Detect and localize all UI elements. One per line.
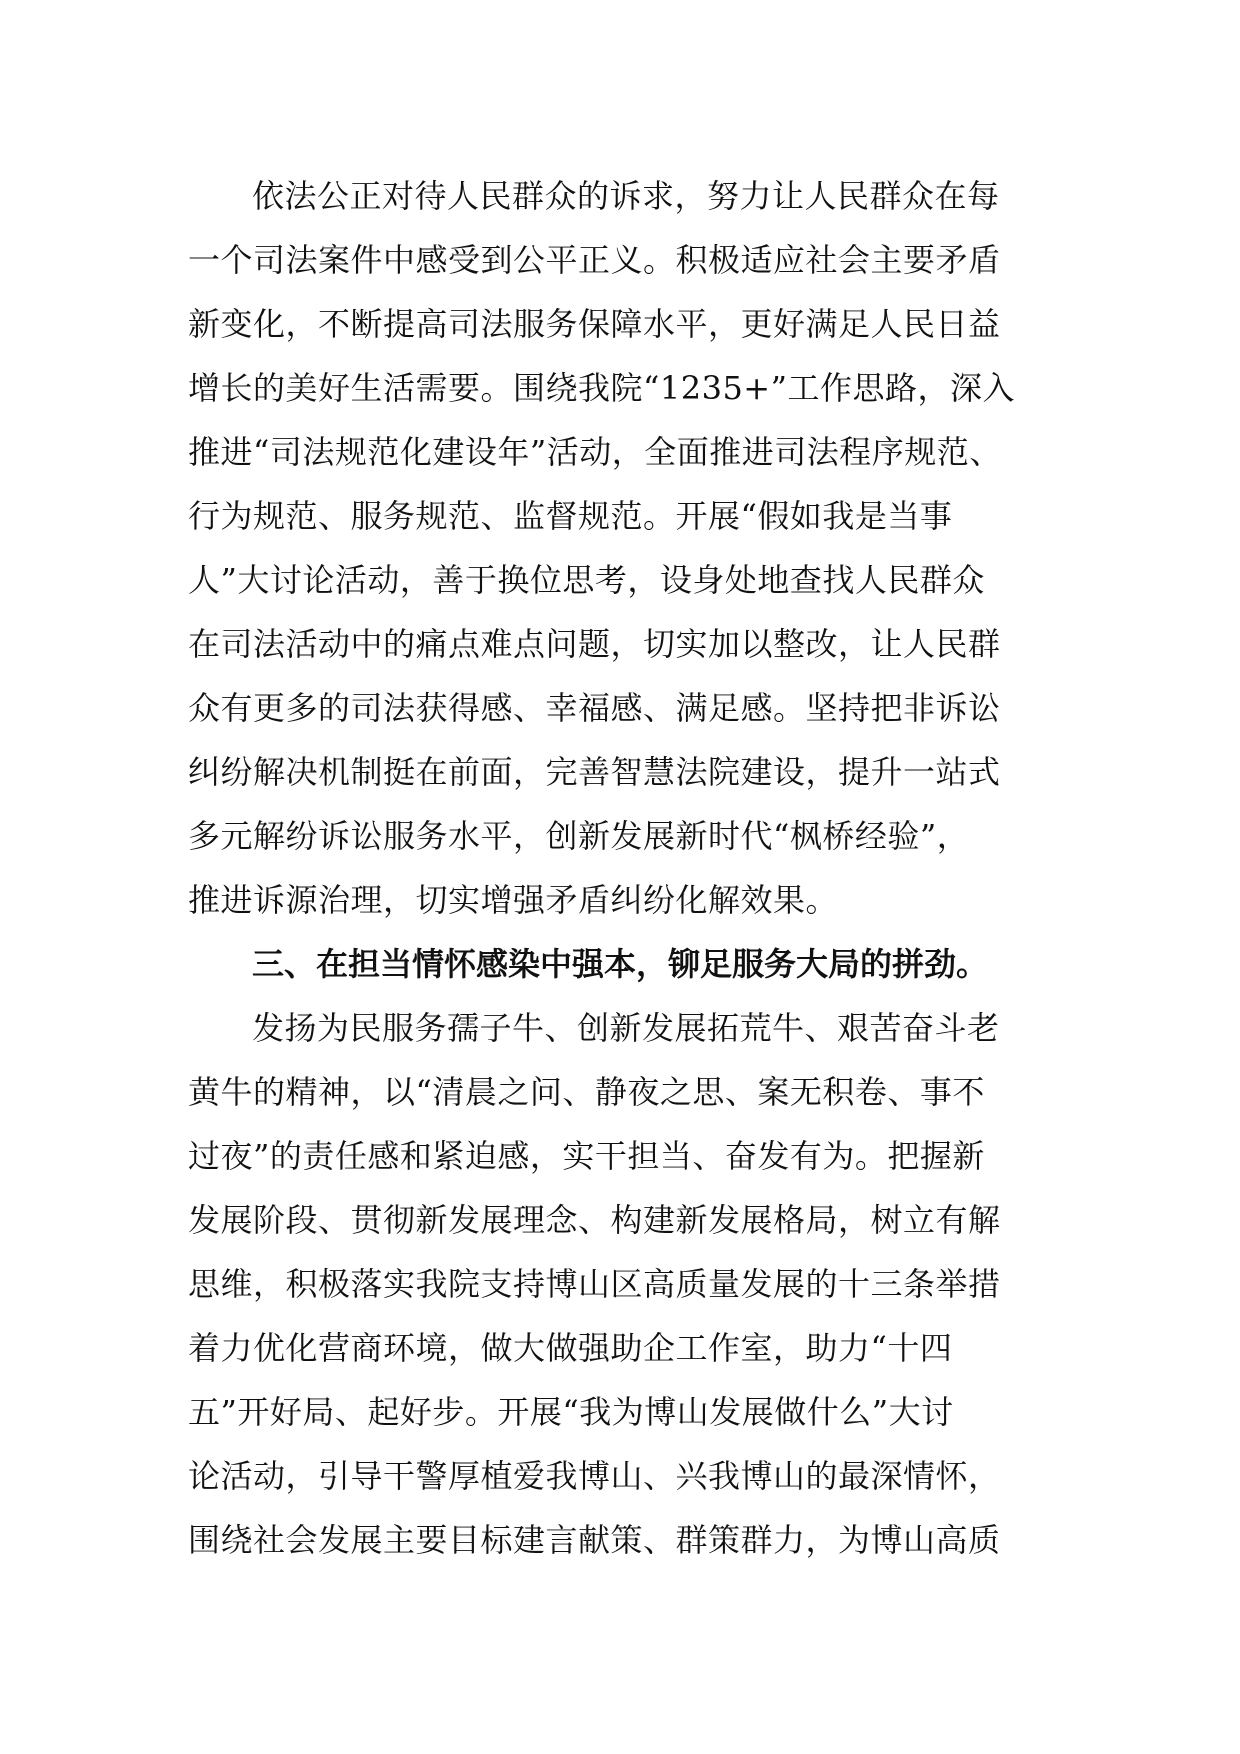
paragraph-line: 依法公正对待人民群众的诉求，努力让人民群众在每 [252,177,1000,215]
paragraph-line: 论活动，引导干警厚植爱我博山、兴我博山的最深情怀， [188,1457,1001,1495]
body-text [188,164,1068,1572]
paragraph-line: 纠纷解决机制挺在前面，完善智慧法院建设，提升一站式 [188,753,1001,791]
paragraph-line: 一个司法案件中感受到公平正义。积极适应社会主要矛盾 [188,241,1001,279]
paragraph-line: 增长的美好生活需要。围绕我院“1235+”工作思路，深入 [188,369,1015,407]
paragraph-line: 推进诉源治理，切实增强矛盾纠纷化解效果。 [188,881,839,919]
paragraph-line: 思维，积极落实我院支持博山区高质量发展的十三条举措 [188,1265,1001,1303]
paragraph-line: 多元解纷诉讼服务水平，创新发展新时代“枫桥经验”， [188,817,970,855]
paragraph-line: 围绕社会发展主要目标建言献策、群策群力，为博山高质 [188,1521,1001,1559]
paragraph-line: 推进“司法规范化建设年”活动，全面推进司法程序规范、 [188,433,1002,471]
paragraph-line: 众有更多的司法获得感、幸福感、满足感。坚持把非诉讼 [188,689,1001,727]
paragraph-line: 在司法活动中的痛点难点问题，切实加以整改，让人民群 [188,625,1001,663]
paragraph-line: 发扬为民服务孺子牛、创新发展拓荒牛、艰苦奋斗老 [252,1009,1000,1047]
paragraph-line: 黄牛的精神，以“清晨之问、静夜之思、案无积卷、事不 [188,1073,985,1111]
paragraph-line: 行为规范、服务规范、监督规范。开展“假如我是当事 [188,497,953,535]
paragraph-line: 发展阶段、贯彻新发展理念、构建新发展格局，树立有解 [188,1201,1001,1239]
paragraph-line: 着力优化营商环境，做大做强助企工作室，助力“十四 [188,1329,953,1367]
paragraph-line: 人”大讨论活动，善于换位思考，设身处地查找人民群众 [188,561,985,599]
paragraph-line: 五”开好局、起好步。开展“我为博山发展做什么”大讨 [188,1393,954,1431]
paragraph-line: 过夜”的责任感和紧迫感，实干担当、奋发有为。把握新 [188,1137,985,1175]
paragraph-line: 新变化，不断提高司法服务保障水平，更好满足人民日益 [188,305,1001,343]
section-heading: 三、在担当情怀感染中强本，铆足服务大局的拼劲。 [252,945,989,983]
